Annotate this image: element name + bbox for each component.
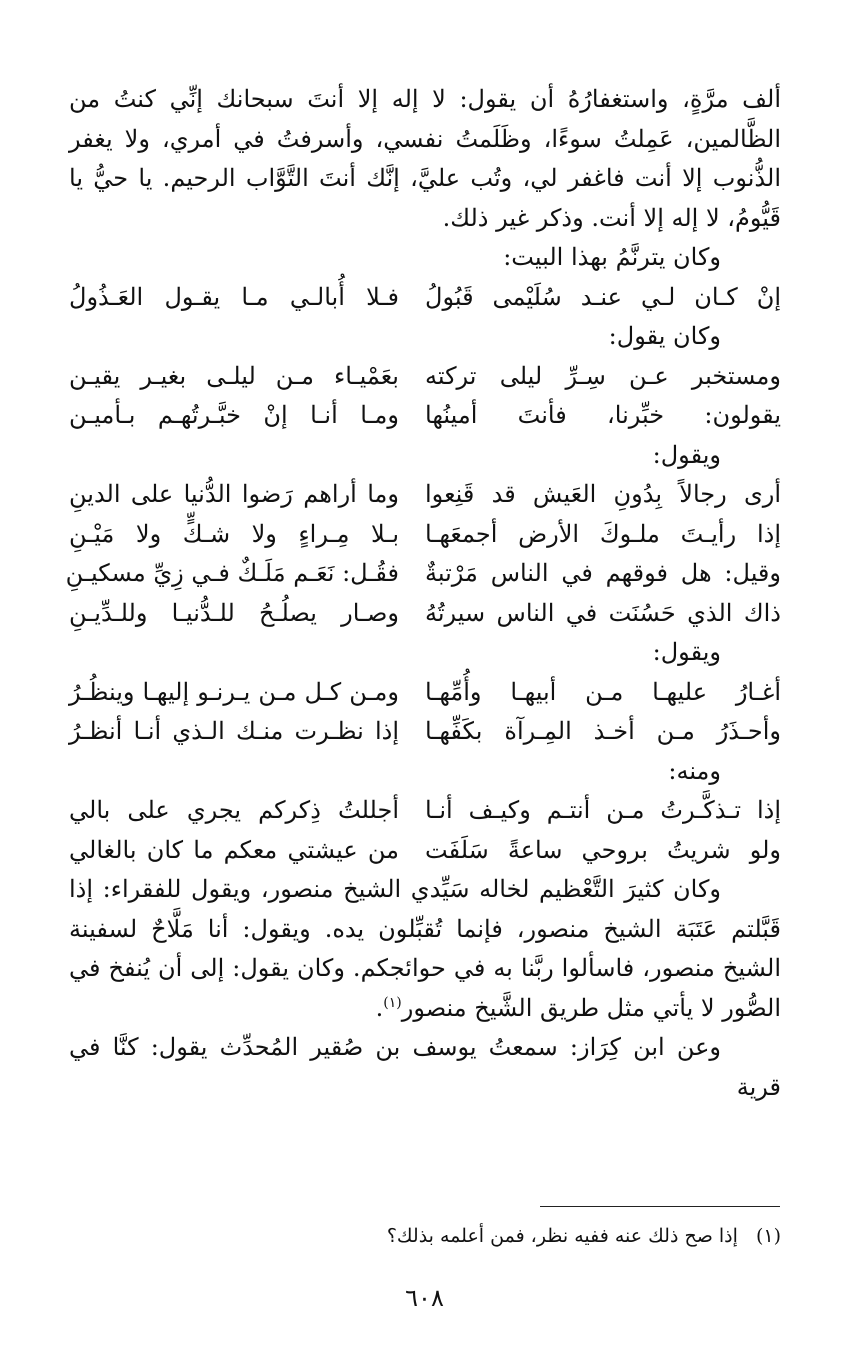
verse-hemistich-first: إنْ كـان لـي عنـد سُلَيْمى قَبُولُ — [425, 282, 781, 311]
verse-hemistich-second: ومـن كـل مـن يـرنـو إليهـا وينظُـرُ — [69, 677, 399, 706]
verse-intro-label: ويقول: — [652, 440, 721, 469]
footnote-reference: (١) — [383, 994, 402, 1011]
verse-hemistich-second: وصـار يصلُـحُ للـدُّنيـا وللـدِّيـنِ — [69, 598, 399, 627]
footnote-number: (١) — [755, 1225, 781, 1247]
verse-hemistich-first: وأحـذَرُ مـن أخـذ المِـرآة بكَفِّهـا — [425, 717, 781, 745]
verse-hemistich-first: ذاك الذي حَسُنَت في الناس سيرتُهُ — [425, 598, 781, 627]
verse-line — [69, 791, 781, 831]
verse-line — [69, 712, 781, 752]
verse-hemistich-first: أغـارُ عليهـا مـن أبيهـا وأُمِّهـا — [425, 677, 781, 706]
verse-hemistich-first: أرى رجالاً بِدُونِ العَيش قد قَنِعوا — [425, 480, 781, 508]
footnote-divider — [540, 1206, 780, 1207]
verse-hemistich-second: فقُـل: نَعَـم مَلَـكٌ فـي زِيِّ مسكيـنِ — [65, 559, 399, 587]
verse-hemistich-first: إذا رأيـتَ ملـوكَ الأرض أجمعَهـا — [425, 519, 781, 548]
paragraph-end-punctuation: . — [375, 993, 384, 1022]
main-text — [65, 80, 781, 1107]
verse-hemistich-second: ومـا أنـا إنْ خبَّـرتُهـم بـأميـن — [69, 401, 399, 429]
footnote-text: إذا صح ذلك عنه ففيه نظر، فمن أعلمه بذلك؟ — [386, 1225, 738, 1247]
verse-hemistich-second: أجللتُ ذِكركم يجري على بالي — [69, 796, 399, 824]
verse-hemistich-first: ومستخبر عـن سِـرِّ ليلى تركته — [425, 361, 781, 390]
verse-intro-label: ويقول: — [652, 638, 721, 666]
verse-hemistich-second: إذا نظـرت منـك الـذي أنـا أنظـرُ — [69, 717, 399, 745]
verse-hemistich-second: بعَمْيـاء مـن ليلـى بغيـر يقيـن — [69, 361, 399, 390]
verse-line — [69, 396, 781, 436]
verse-line — [69, 515, 781, 555]
paragraph-text: وكان كثيرَ التَّعْظيم لخاله سَيِّدي الشيخ منصور، ويقول للفقراء: إذا قَبَّلتم عَتَبَة الشيخ منصور، فإنما تُقبِّلون يده. ويقول: أنا مَلَّاحٌ لسفينة الشيخ منصور، فاسألوا ربَّنا به في حوائجكم. وكان يقول: إلى أن يُنفخ في الصُّور لا يأتي مثل طريق الشَّيخ منصور — [69, 875, 781, 1022]
verse-hemistich-second: فـلا أُبالـي مـا يقـول العَـذُولُ — [69, 282, 399, 311]
verse-hemistich-second: وما أراهم رَضوا الدُّنيا على الدينِ — [69, 480, 399, 508]
verse-line — [69, 831, 781, 871]
verse-line — [69, 278, 781, 318]
verse-line — [69, 673, 781, 713]
paragraph-sheikh-mansour — [69, 870, 781, 1028]
verse-line — [69, 594, 781, 634]
verse-line — [65, 554, 781, 594]
verse-hemistich-first: إذا تـذكَّـرتُ مـن أنتـم وكيـف أنـا — [425, 796, 781, 824]
verse-intro-label: وكان يترنَّمُ بهذا البيت: — [503, 243, 721, 271]
paragraph-ibn-kiraz: وعن ابن كِرَاز: سمعتُ يوسف بن صُقير المُحدِّث يقول: كنَّا في قرية — [69, 1033, 781, 1101]
verse-line — [69, 475, 781, 515]
verse-intro-label: وكان يقول: — [608, 322, 721, 350]
page-number: ٦٠٨ — [405, 1284, 444, 1312]
verse-hemistich-first: ولو شريتُ بروحي ساعةً سَلَفَت — [425, 835, 781, 864]
verse-line — [69, 357, 781, 397]
verse-hemistich-first: وقيل: هل فوقهم في الناس مَرْتبةٌ — [425, 559, 781, 587]
verse-hemistich-first: يقولون: خبِّرنا، فأنتَ أمينُها — [425, 401, 781, 429]
paragraph-istighfar: ألف مرَّةٍ، واستغفارُهُ أن يقول: لا إله إلا أنتَ سبحانك إنِّي كنتُ من الظَّالمين، عَمِلتُ سوءًا، وظَلَمتُ نفسي، وأسرفتُ في أمري، ولا يغفر الذُّنوب إلا أنت فاغفر لي، وتُب عليَّ، إنَّك أنتَ التَّوَّاب الرحيم. يا حيُّ يا قَيُّومُ، لا إله إلا أنت. وذكر غير ذلك. — [69, 85, 781, 232]
footnote — [69, 1222, 781, 1250]
verse-hemistich-second: من عيشتي معكم ما كان بالغالي — [69, 835, 399, 864]
verse-intro-label: ومنه: — [668, 756, 721, 785]
verse-hemistich-second: بـلا مِـراءٍ ولا شـكٍّ ولا مَيْـنِ — [69, 519, 399, 548]
